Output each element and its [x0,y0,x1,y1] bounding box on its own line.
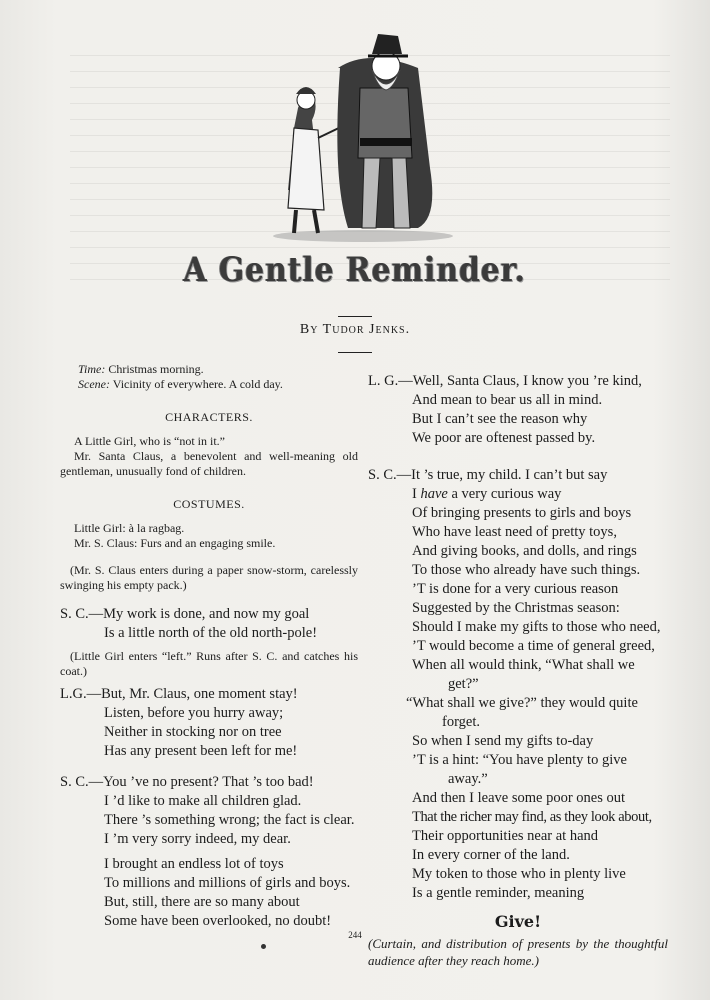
speech-4-line: And mean to bear us all in mind. [412,392,603,408]
speech-5-line: Should I make my gifts to those who need, [412,619,661,635]
stage-direction-1: (Mr. S. Claus enters during a paper snow-storm, carelessly swinging his empty pack.) [60,563,358,592]
costume-1: Little Girl: à la ragbag. [74,521,185,535]
character-2: Mr. Santa Claus, a benevolent and well-meaning old gentleman, unusually fond of children. [60,449,358,478]
speech-1-first: S. C.—My work is done, and now my goal [60,606,310,622]
characters-heading: CHARACTERS. [165,410,253,424]
speech-5-line: So when I send my gifts to-day [412,733,594,749]
speech-2-line: Listen, before you hurry away; [104,705,284,721]
speech-1 [60,605,358,643]
speech-1-line: Is a little north of the old north-pole! [104,625,318,641]
speech-2-line: Has any present been left for me! [104,743,298,759]
speech-5-line: ’T would become a time of general greed, [412,638,655,654]
speech-5-line: Their opportunities near at hand [412,828,599,844]
speech-4 [368,372,668,448]
article-title: A Gentle Reminder. [183,250,527,290]
santa-and-girl-illustration [268,28,468,248]
speech-5-line: ’T is done for a very curious reason [412,581,619,597]
scene-line [60,377,358,392]
speech-5-line: Suggested by the Christmas season: [412,600,620,616]
costumes-heading: COSTUMES. [173,497,245,511]
speech-2-first: L.G.—But, Mr. Claus, one moment stay! [60,686,298,702]
speech-5-line: When all would think, “What shall we get?” [412,657,635,692]
speech-2-line: Neither in stocking nor on tree [104,724,282,740]
speech-3-line: I brought an endless lot of toys [104,856,284,872]
speech-5-line: Of bringing presents to girls and boys [412,505,632,521]
rule-top [338,316,372,317]
speech-3 [60,773,358,931]
speech-5-line: And giving books, and dolls, and rings [412,543,637,559]
speech-5-line: Who have least need of pretty toys, [412,524,617,540]
closing-stage-direction: (Curtain, and distribution of presents by the thoughtful audience after they reach home.) [368,936,668,968]
speech-5-line: That the richer may find, as they look about, [412,809,652,825]
costume-2: Mr. S. Claus: Furs and an engaging smile. [74,536,276,550]
character-1: A Little Girl, who is “not in it.” [74,434,225,448]
speech-3-line: There ’s something wrong; the fact is clear. [104,812,355,828]
ink-dot [261,944,266,949]
speech-5-line: “What shall we give?” they would quite forget. [406,695,638,730]
page-number: 244 [348,930,362,940]
speech-5-line: And then I leave some poor ones out [412,790,626,806]
speech-3-line: I ’d like to make all children glad. [104,793,302,809]
speech-5 [368,466,668,903]
speech-2 [60,685,358,761]
stage-direction-2: (Little Girl enters “left.” Runs after S. C. and catches his coat.) [60,649,358,678]
speech-3-first: S. C.—You ’ve no present? That ’s too bad! [60,774,314,790]
time-value: Christmas morning. [108,362,204,376]
scene-value: Vicinity of everywhere. A cold day. [112,377,283,391]
give-exclamation: Give! [494,912,542,931]
time-label: Time: [78,362,106,376]
speech-4-line: We poor are oftenest passed by. [412,430,596,446]
right-column [368,372,668,969]
speech-5-line: To those who already have such things. [412,562,641,578]
scene-label: Scene: [78,377,110,391]
speech-3-line: But, still, there are so many about [104,894,300,910]
speech-4-first: L. G.—Well, Santa Claus, I know you ’re kind, [368,373,642,389]
speech-3-line: To millions and millions of girls and boys. [104,875,351,891]
time-line [60,362,358,377]
speech-5-first: S. C.—It ’s true, my child. I can’t but say [368,467,608,483]
speech-5-line: Is a gentle reminder, meaning [412,885,585,901]
speech-3-line: Some have been overlooked, no doubt! [104,913,332,929]
left-column [60,362,358,931]
byline: By Tudor Jenks. [299,322,411,337]
speech-5-line: ’T is a hint: “You have plenty to give away.” [412,752,627,787]
speech-4-line: But I can’t see the reason why [412,411,588,427]
rule-bottom [338,352,372,353]
speech-5-line: My token to those who in plenty live [412,866,626,882]
speech-3-line: I ’m very sorry indeed, my dear. [104,831,291,847]
speech-5-line-have: I have a very curious way [412,486,562,502]
speech-5-line: In every corner of the land. [412,847,570,863]
